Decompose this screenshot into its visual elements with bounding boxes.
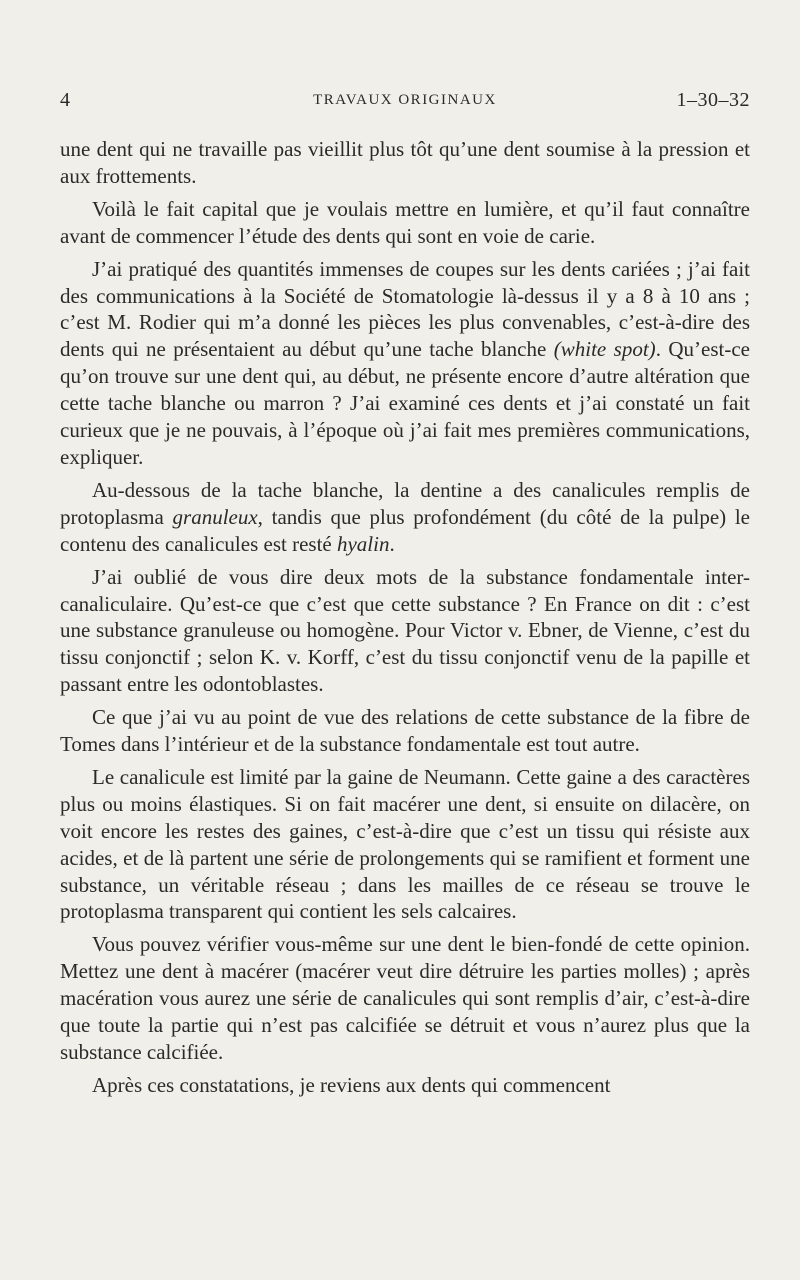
paragraph bbox=[60, 564, 750, 699]
paragraph bbox=[60, 477, 750, 558]
paragraph bbox=[60, 931, 750, 1066]
paragraph bbox=[60, 256, 750, 471]
running-title: TRAVAUX ORIGINAUX bbox=[313, 92, 497, 108]
paragraph-text: une dent qui ne travaille pas vieillit plus tôt qu’une dent soumise à la pression et aux frottements. bbox=[60, 137, 750, 188]
italic-term: granuleux bbox=[172, 504, 258, 529]
paragraph-text: Après ces constatations, je reviens aux dents qui commencent bbox=[92, 1072, 611, 1097]
paragraph-text: Ce que j’ai vu au point de vue des relations de cette substance de la fibre de Tomes dans l’intérieur et de la substance fondamentale est tout autre. bbox=[60, 705, 750, 757]
paragraph-text: . bbox=[389, 531, 395, 556]
paragraph bbox=[60, 196, 750, 250]
paragraph-text: Le canalicule est limité par la gaine de Neumann. Cette gaine a des caractères plus ou moins élastiques. Si on fait macérer une dent, si ensuite on dilacère, on voit encore les restes des gaines, c’est-à-dire que c’est un tissu qui résiste aux acides, et de là partent une série de prolongements qui se ramifient et forment une substance, un véritable réseau ; dans les mailles de ce réseau se trouve le protoplasma transparent qui contient les sels calcaires. bbox=[60, 764, 750, 924]
paragraph-text: J’ai pratiqué des quantités immenses de coupes sur les dents cariées ; j’ai fait des communications à la Société de Stomatologie là-dessus il y a 8 à 10 ans ; c’est M. Rodier qui m’a donné les pièces les plus convenables, c’est-à-dire des dents qui ne présentaient au début qu’une tache blanche bbox=[60, 256, 750, 362]
paragraph-text: J’ai oublié de vous dire deux mots de la substance fondamentale inter-canaliculaire. Qu’est-ce que c’est que cette substance ? En France on dit : c’est une substance granuleuse ou homogène. Pour Victor v. Ebner, de Vienne, c’est du tissu conjonctif ; selon K. v. Korff, c’est du tissu conjonctif venu de la papille et passant entre les odontoblastes. bbox=[60, 564, 750, 697]
paragraph bbox=[60, 136, 750, 190]
paragraph bbox=[60, 1072, 750, 1099]
running-head bbox=[60, 88, 750, 112]
paragraph-text: Voilà le fait capital que je voulais mettre en lumière, et qu’il faut connaître avant de commencer l’étude des dents qui sont en voie de carie. bbox=[60, 196, 750, 248]
page-reference: 1–30–32 bbox=[676, 89, 750, 111]
italic-term: (white spot) bbox=[553, 337, 656, 362]
paragraph-text: Au-dessous de la tache blanche, la dentine a des canalicules remplis de protoplasma bbox=[60, 477, 750, 529]
italic-term: hyalin bbox=[336, 531, 390, 556]
paragraph bbox=[60, 764, 750, 925]
paragraph bbox=[60, 704, 750, 758]
paragraph-text: Vous pouvez vérifier vous-même sur une dent le bien-fondé de cette opinion. Mettez une dent à macérer (macérer veut dire détruire les parties molles) ; après macération vous aurez une série de canalicules qui sont remplis d’air, c’est-à-dire que toute la partie qui n’est pas calcifiée se détruit et vous n’aurez plus que la substance calcifiée. bbox=[60, 932, 750, 1064]
paragraph-text: . Qu’est-ce qu’on trouve sur une dent qui, au début, ne présente encore d’autre altération que cette tache blanche ou marron ? J’ai examiné ces dents et j’ai constaté un fait curieux que je ne pouvais, à l’époque où j’ai fait mes premières communications, expliquer. bbox=[60, 337, 750, 469]
body-text bbox=[60, 136, 750, 1099]
page-number: 4 bbox=[60, 89, 70, 111]
paragraph-text: , tandis que plus profondément (du côté de la pulpe) le contenu des canalicules est resté bbox=[60, 504, 750, 556]
